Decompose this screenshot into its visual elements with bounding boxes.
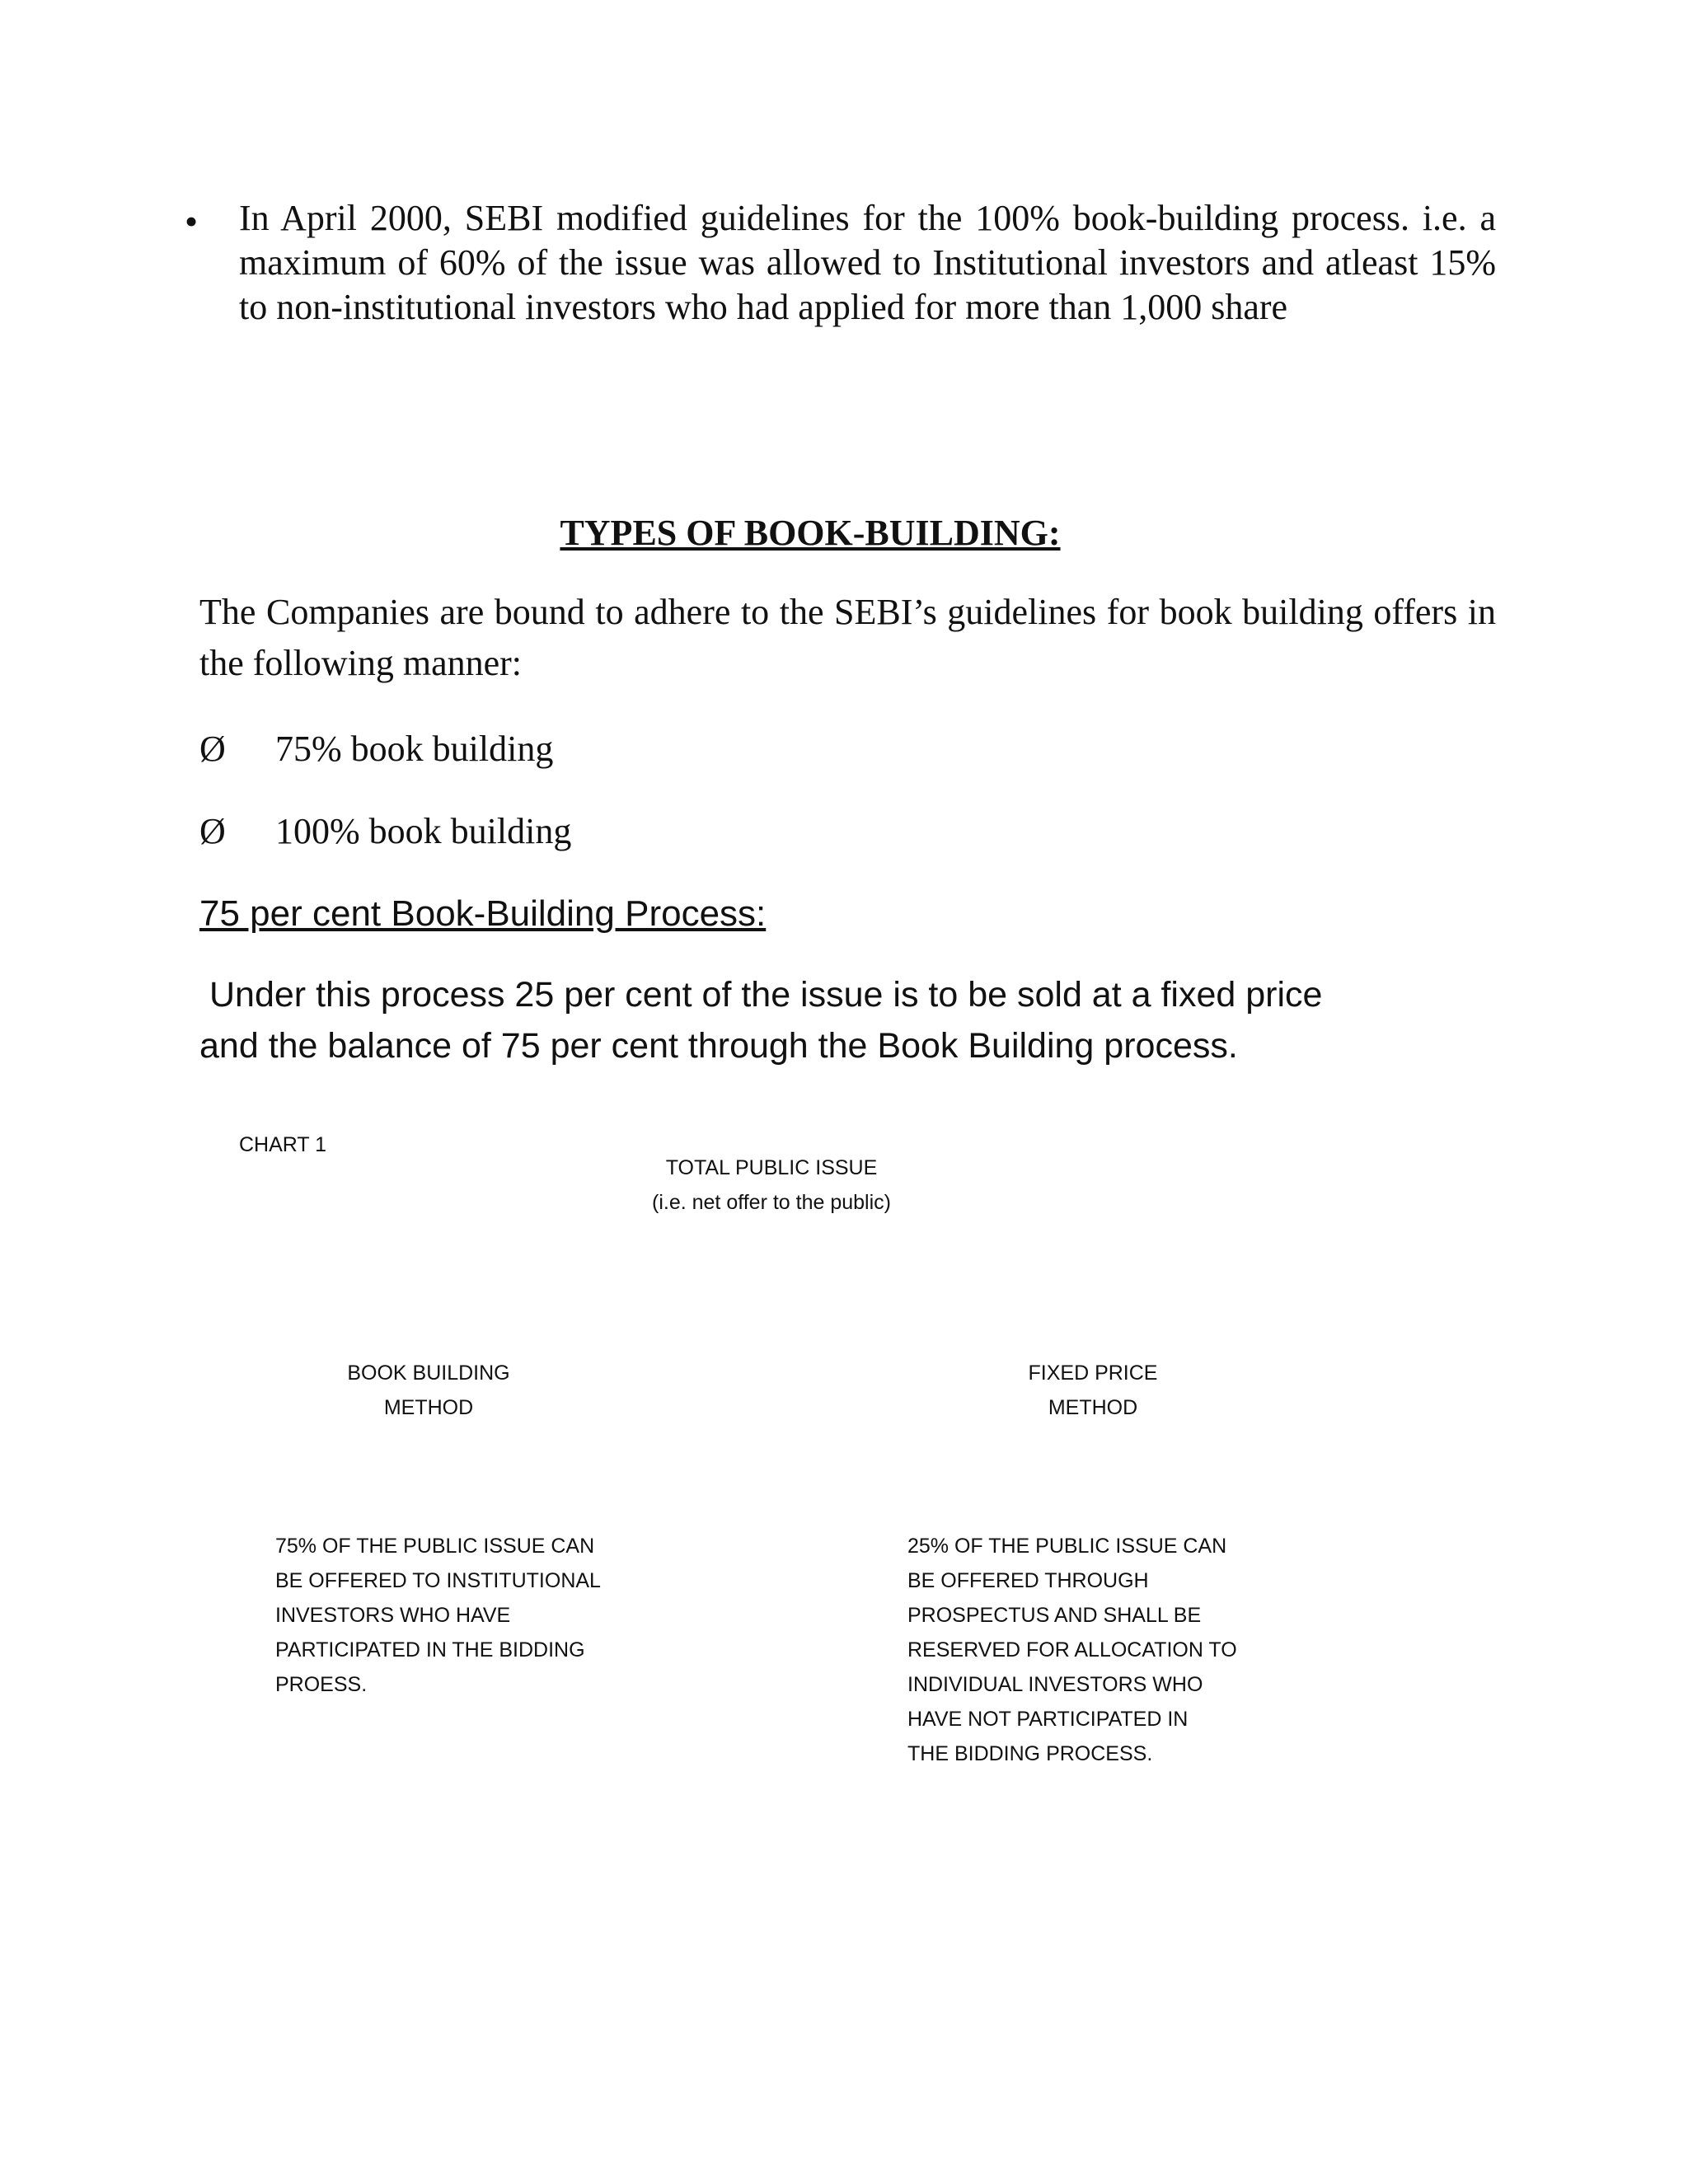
intro-paragraph: The Companies are bound to adhere to the SEBI’s guidelines for book building offers in the following manner: <box>199 592 1496 683</box>
chart-node-book-building <box>313 1356 544 1425</box>
description-line: THE BIDDING PROCESS. <box>907 1742 1153 1765</box>
description-line: 75% OF THE PUBLIC ISSUE CAN <box>275 1535 595 1558</box>
arrow-bullet-icon: Ø <box>199 729 226 769</box>
chart-root-line: (i.e. net offer to the public) <box>652 1191 891 1214</box>
description-line: INVESTORS WHO HAVE <box>275 1604 511 1627</box>
arrow-bullet-icon: Ø <box>199 811 226 851</box>
chart-root-node <box>607 1151 936 1235</box>
subheading: 75 per cent Book-Building Process: <box>199 893 767 934</box>
process-paragraph <box>199 969 1518 1071</box>
chart-description-right <box>907 1529 1270 1771</box>
chart-node-line: BOOK BUILDING <box>347 1361 510 1385</box>
chart-node-line: METHOD <box>1048 1396 1138 1419</box>
description-line: RESERVED FOR ALLOCATION TO <box>907 1638 1237 1661</box>
description-line: PROESS. <box>275 1673 368 1696</box>
description-line: INDIVIDUAL INVESTORS WHO <box>907 1673 1203 1696</box>
list-item-label: 100% book building <box>275 811 572 851</box>
process-line: and the balance of 75 per cent through the Book Building process. <box>199 1026 1238 1066</box>
chart-node-line: FIXED PRICE <box>1028 1361 1158 1385</box>
chart-node-fixed-price <box>978 1356 1208 1425</box>
bullet-paragraph <box>185 196 1496 330</box>
chart-node-line: METHOD <box>383 1396 474 1419</box>
description-line: HAVE NOT PARTICIPATED IN <box>907 1708 1189 1731</box>
section-title: TYPES OF BOOK-BUILDING: <box>560 513 1061 553</box>
process-line: Under this process 25 per cent of the issue is to be sold at a fixed price <box>209 975 1323 1015</box>
chart-root-line: TOTAL PUBLIC ISSUE <box>665 1156 878 1179</box>
chart-description-left <box>275 1529 630 1702</box>
list-item-label: 75% book building <box>275 729 554 769</box>
description-line: BE OFFERED THROUGH <box>907 1569 1149 1592</box>
bullet-text: In April 2000, SEBI modified guidelines for the 100% book-building process. i.e. a maximum of 60% of the issue was allowed to Institutional investors and atleast 15% to non-institutional investors who had applied for more than 1,000 share <box>239 198 1496 327</box>
chart-label: CHART 1 <box>239 1133 327 1156</box>
description-line: 25% OF THE PUBLIC ISSUE CAN <box>907 1535 1227 1558</box>
list-item <box>199 727 553 771</box>
description-line: PROSPECTUS AND SHALL BE <box>907 1604 1202 1627</box>
list-item <box>199 809 571 854</box>
description-line: BE OFFERED TO INSTITUTIONAL <box>275 1569 601 1592</box>
description-line: PARTICIPATED IN THE BIDDING <box>275 1638 585 1661</box>
bullet-icon: • <box>185 200 199 242</box>
